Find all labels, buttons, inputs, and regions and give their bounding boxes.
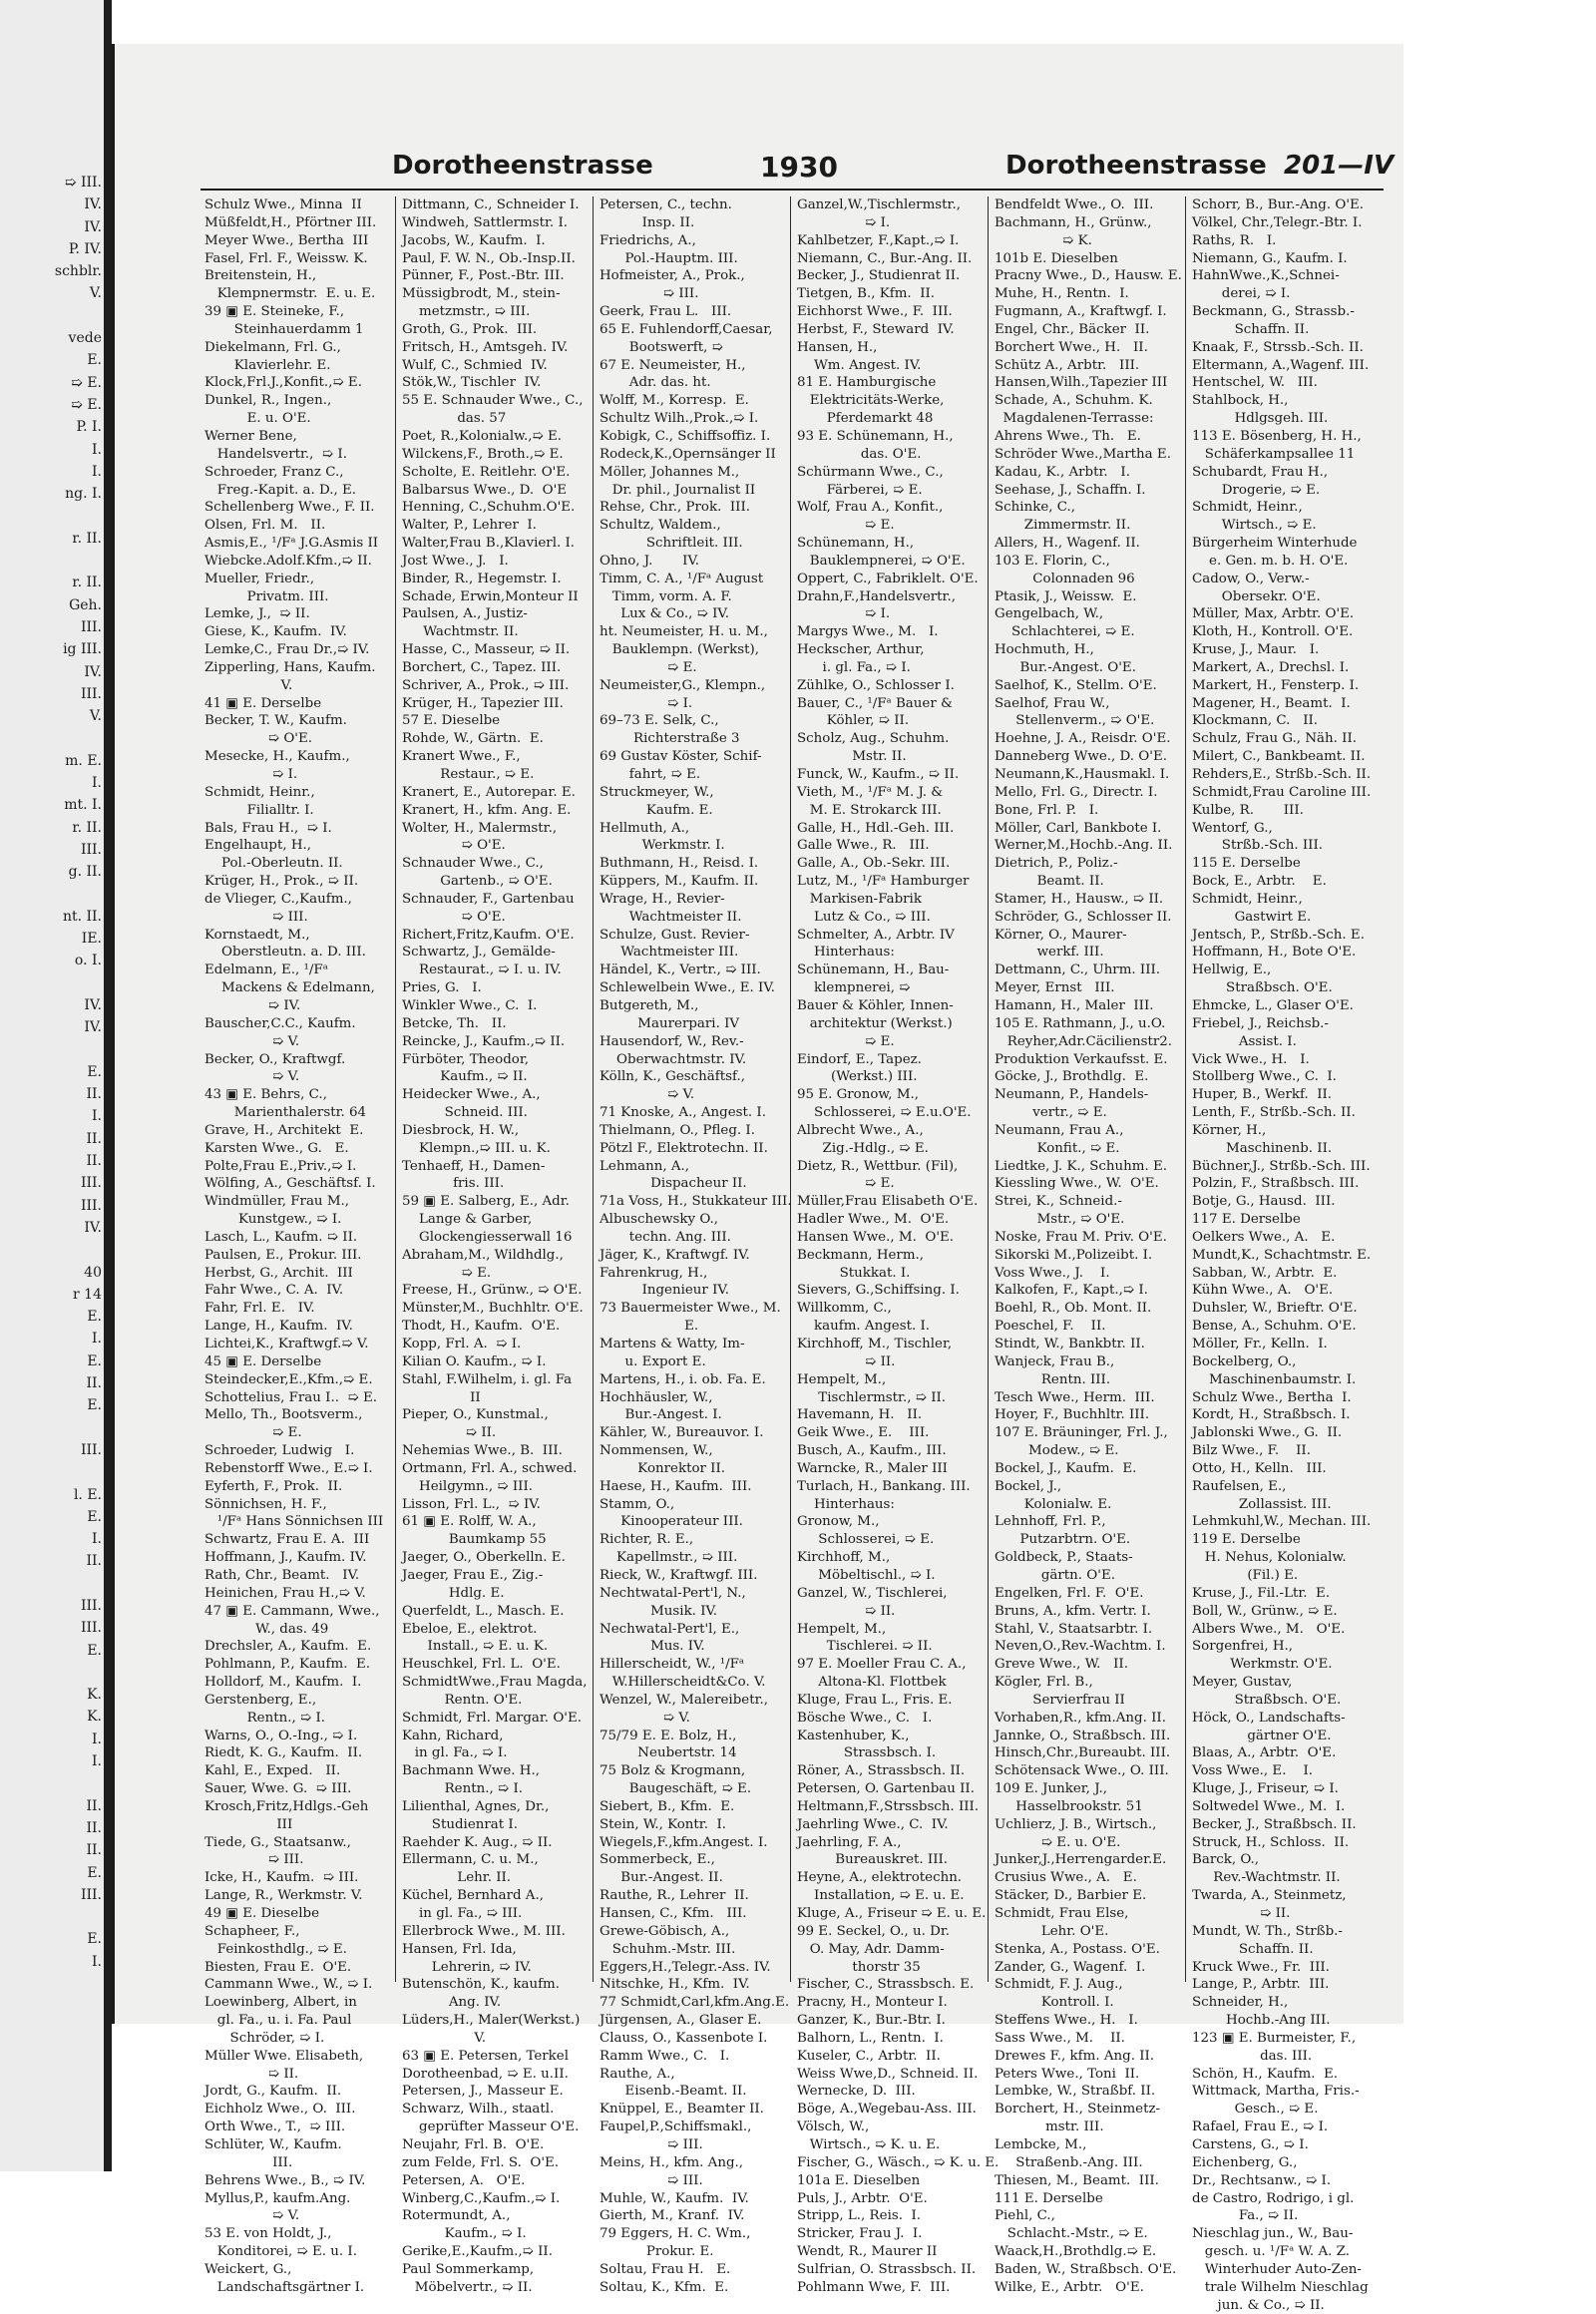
- book-gutter: [104, 0, 112, 2171]
- page-header: [0, 101, 1596, 184]
- header-rule: [200, 189, 1384, 191]
- directory-column-5: Bendfeldt Wwe., O. III. Bachmann, H., Grünw., ➯ K. 101b E. Dieselben Pracny Wwe., D., Hausw. E. Muhe, H., Rentn. I. Fugmann, A., Kraftwgf. I. Engel, Chr., Bäcker II. Borchert Wwe., H. II. Schütz A., Arbtr. III. Hansen,Wilh.,Tapezier III Schade, A., Schuhm. K. Magdalenen-Terrasse: Ahrens Wwe., Th. E. Schröder Wwe.,Martha E. Kadau, K., Arbtr. I. Seehase, J., Schaffn. I. Schinke, C., Zimmermstr. II. Allers, H., Wagenf. II. 103 E. Florin, C., Colonnaden 96 Ptasik, J., Weissw. E. Gengelbach, W., Schlachterei, ➯ E. Hochmuth, H., Bur.-Angest. O'E. Saelhof, K., Stellm. O'E. Saelhof, Frau W., Stellenverm., ➯ O'E. Hoehne, J. A., Reisdr. O'E. Danneberg Wwe., D. O'E. Neumann,K.,Hausmakl. I. Mello, Frl. G., Directr. I. Bone, Frl. P. I. Möller, Carl, Bankbote I. Werner,M.,Hochb.-Ang. II. Dietrich, P., Poliz.- Beamt. II. Stamer, H., Hausw., ➯ II. Schröder, G., Schlosser II. Körner, O., Maurer- werkf. III. Dettmann, C., Uhrm. III. Meyer, Ernst III. Hamann, H., Maler III. 105 E. Rathmann, J., u.O. Reyher,Adr.Cäcilienstr2. Produktion Verkaufsst. E. Göcke, J., Brothdlg. E. Neumann, P., Handels- vertr., ➯ E. Neumann, Frau A., Konfit., ➯ E. Liedtke, J. K., Schuhm. E. Kiessling Wwe., W. O'E. Strei, K., Schneid.- Mstr., ➯ O'E. Noske, Frau M. Priv. O'E. Sikorski M.,Polizeibt. I. Voss Wwe., J. I. Kalkofen, F., Kapt.,➯ I. Boehl, R., Ob. Mont. II. Poeschel, F. II. Stindt, W., Bankbtr. II. Wanjeck, Frau B., Rentn. III. Tesch Wwe., Herm. III. Hoyer, F., Buchhltr. III. 107 E. Bräuninger, Frl. J., Modew., ➯ E. Bockel, J., Kaufm. E. Bockel, J., Kolonialw. E. Lehnhoff, Frl. P., Putzarbtrn. O'E. Goldbeck, P., Staats- gärtn. O'E. Engelken, Frl. F. O'E. Bruns, A., kfm. Vertr. I. Stahl, V., Staatsarbtr. I. Neven,O.,Rev.-Wachtm. I. Greve Wwe., W. II. Kögler, Frl. B., Servierfrau II Vorhaben,R., kfm.Ang. II. Jannke, O., Straßbsch. III. Hinsch,Chr.,Bureaubt. III. Schötensack Wwe., O. III. 109 E. Junker, J., Hasselbrookstr. 51 Uchlierz, J. B., Wirtsch., ➯ E. u. O'E. Junker,J.,Herrengarder.E. Crusius Wwe., A. E. Stäcker, D., Barbier E. Schmidt, Frau Else, Lehr. O'E. Stenka, A., Postass. O'E. Zander, G., Wagenf. I. Schmidt, F. J. Aug., Kontroll. I. Steffens Wwe., H. I. Sass Wwe., M. II. Drewes F., kfm. Ang. II. Peters Wwe., Toni II. Lembke, W., Straßbf. II. Borchert, H., Steinmetz- mstr. III. Lembcke, M., Straßenb.-Ang. III. Thiesen, M., Beamt. III. 111 E. Derselbe Piehl, C., Schlacht.-Mstr., ➯ E. Waack,H.,Brothdlg.➯ E. Baden, W., Straßbsch. O'E. Wilke, E., Arbtr. O'E.: [991, 196, 1186, 1982]
- directory-column-3: Petersen, C., techn. Insp. II. Friedrichs, A., Pol.-Hauptm. III. Hofmeister, A., Prok., ➯ III. Geerk, Frau L. III. 65 E. Fuhlendorff,Caesar, Bootswerft, ➯ 67 E. Neumeister, H., Adr. das. ht. Wolff, M., Korresp. E. Schultz Wilh.,Prok.,➯ I. Kobigk, C., Schiffsoffiz. I. Rodeck,K.,Opernsänger II Möller, Johannes M., Dr. phil., Journalist II Rehse, Chr., Prok. III. Schultz, Waldem., Schriftleit. III. Ohno, J. IV. Timm, C. A., ¹/Fᵃ August Timm, vorm. A. F. Lux & Co., ➯ IV. ht. Neumeister, H. u. M., Bauklempn. (Werkst), ➯ E. Neumeister,G., Klempn., ➯ I. 69–73 E. Selk, C., Richterstraße 3 69 Gustav Köster, Schif- fahrt, ➯ E. Struckmeyer, W., Kaufm. E. Hellmuth, A., Werkmstr. I. Buthmann, H., Reisd. I. Küppers, M., Kaufm. II. Wrage, H., Revier- Wachtmeister II. Schulze, Gust. Revier- Wachtmeister III. Händel, K., Vertr., ➯ III. Schlewelbein Wwe., E. IV. Butgereth, M., Maurerpari. IV Hausendorf, W., Rev.- Oberwachtmstr. IV. Kölln, K., Geschäftsf., ➯ V. 71 Knoske, A., Angest. I. Thielmann, O., Pfleg. I. Pötzl F., Elektrotechn. II. Lehmann, A., Dispacheur II. 71a Voss, H., Stukkateur III. Albuschewsky O., techn. Ang. III. Jäger, K., Kraftwgf. IV. Fahrenkrug, H., Ingenieur IV. 73 Bauermeister Wwe., M. E. Martens & Watty, Im- u. Export E. Martens, H., i. ob. Fa. E. Hochhäusler, W., Bur.-Angest. I. Kähler, W., Bureauvor. I. Nommensen, W., Konrektor II. Haese, H., Kaufm. III. Stamm, O., Kinooperateur III. Richter, R. E., Kapellmstr., ➯ III. Rieck, W., Kraftwgf. III. Nechtwatal-Pert'l, N., Musik. IV. Nechwatal-Pert'l, E., Mus. IV. Hillerscheidt, W., ¹/Fᵃ W.Hillerscheidt&Co. V. Wenzel, W., Malereibetr., ➯ V. 75/79 E. E. Bolz, H., Neubertstr. 14 75 Bolz & Krogmann, Baugeschäft, ➯ E. Siebert, B., Kfm. E. Stein, W., Kontr. I. Wiegels,F.,kfm.Angest. I. Sommerbeck, E., Bur.-Angest. II. Rauthe, R., Lehrer II. Hansen, C., Kfm. III. Grewe-Göbisch, A., Schuhm.-Mstr. III. Eggers,H.,Telegr.-Ass. IV. Nitschke, H., Kfm. IV. 77 Schmidt,Carl,kfm.Ang.E. Jürgensen, A., Glaser E. Clauss, O., Kassenbote I. Ramm Wwe., C. I. Rauthe, A., Eisenb.-Beamt. II. Knüppel, E., Beamter II. Faupel,P.,Schiffsmakl., ➯ III. Meins, H., kfm. Ang., ➯ III. Muhle, W., Kaufm. IV. Gierth, M., Kranf. IV. 79 Eggers, H. C. Wm., Prokur. E. Soltau, Frau H. E. Soltau, K., Kfm. E.: [596, 196, 791, 1982]
- directory-column-6: Schorr, B., Bur.-Ang. O'E. Völkel, Chr.,Telegr.-Btr. I. Raths, R. I. Niemann, G., Kaufm. I. HahnWwe.,K.,Schnei- derei, ➯ I. Beckmann, G., Strassb.- Schaffn. II. Knaak, F., Strssb.-Sch. II. Eltermann, A.,Wagenf. III. Hentschel, W. III. Stahlbock, H., Hdlgsgeh. III. 113 E. Bösenberg, H. H., Schäferkampsallee 11 Schubardt, Frau H., Drogerie, ➯ E. Schmidt, Heinr., Wirtsch., ➯ E. Bürgerheim Winterhude e. Gen. m. b. H. O'E. Cadow, O., Verw.- Obersekr. O'E. Müller, Max, Arbtr. O'E. Kloth, H., Kontroll. O'E. Kruse, J., Maur. I. Markert, A., Drechsl. I. Markert, H., Fensterp. I. Magener, H., Beamt. I. Klockmann, C. II. Schulz, Frau G., Näh. II. Milert, C., Bankbeamt. II. Rehders,E., Strßb.-Sch. II. Schmidt,Frau Caroline III. Kulbe, R. III. Wentorf, G., Strßb.-Sch. III. 115 E. Derselbe Bock, E., Arbtr. E. Schmidt, Heinr., Gastwirt E. Jentsch, P., Strßb.-Sch. E. Hoffmann, H., Bote O'E. Hellwig, E., Straßbsch. O'E. Ehmcke, L., Glaser O'E. Friebel, J., Reichsb.- Assist. I. Vick Wwe., H. I. Stollberg Wwe., C. I. Huper, B., Werkf. II. Lenth, F., Strßb.-Sch. II. Körner, H., Maschinenb. II. Büchner,J., Strßb.-Sch. III. Polzin, F., Straßbsch. III. Botje, G., Hausd. III. 117 E. Derselbe Oelkers Wwe., A. E. Mundt,K., Schachtmstr. E. Sabban, W., Arbtr. E. Kühn Wwe., A. O'E. Duhsler, W., Brieftr. O'E. Bense, A., Schuhm. O'E. Möller, Fr., Kelln. I. Bockelberg, O., Maschinenbaumstr. I. Schulz Wwe., Bertha I. Kordt, H., Straßbsch. I. Jablonski Wwe., G. II. Bilz Wwe., F. II. Otto, H., Kelln. III. Raufelsen, E., Zollassist. III. Lehmkuhl,W., Mechan. III. 119 E. Derselbe H. Nehus, Kolonialw. (Fil.) E. Kruse, J., Fil.-Ltr. E. Boll, W., Grünw., ➯ E. Albers Wwe., M. O'E. Sorgenfrei, H., Werkmstr. O'E. Meyer, Gustav, Straßbsch. O'E. Höck, O., Landschafts- gärtner O'E. Blaas, A., Arbtr. O'E. Voss Wwe., E. I. Kluge, J., Friseur, ➯ I. Soltwedel Wwe., M. I. Becker, J., Straßbsch. II. Struck, H., Schloss. II. Barck, O., Rev.-Wachtmstr. II. Twarda, A., Steinmetz, ➯ II. Mundt, W. Th., Strßb.- Schaffn. II. Kruck Wwe., Fr. III. Lange, P., Arbtr. III. Schneider, H., Hochb.-Ang III. 123 ▣ E. Burmeister, F., das. III. Schön, H., Kaufm. E. Wittmack, Martha, Fris.- Gesch., ➯ E. Rafael, Frau E., ➯ I. Carstens, G., ➯ I. Eichenberg, G., Dr., Rechtsanw., ➯ I. de Castro, Rodrigo, i gl. Fa., ➯ II. Nieschlag jun., W., Bau- gesch. u. ¹/Fᵃ W. A. Z. Winterhuder Auto-Zen- trale Wilhelm Nieschlag jun. & Co., ➯ II.: [1192, 197, 1372, 2313]
- scan-margin: [1403, 44, 1596, 2024]
- header-year: 1930: [760, 151, 838, 184]
- header-right-street: Dorotheenstrasse: [1005, 151, 1267, 181]
- header-page-number: 201—IV: [1284, 151, 1395, 181]
- previous-page-text: ➯ III. IV. IV. P. IV. schblr. V. vede E. ➯ E. ➯ E. P. I. I. I. ng. I. r. II. r. II. Geh. III. ig III. IV. III. V. m. E. I. mt. I. r. II. III. g. II. nt. II. IE. o. I. IV. IV. E. II. I. II. II. III. III. IV. 40 r 14 E. I. E. II. E. III. l. E. E. I. II. III. III. E. K. K. I. I. II. II. II. E. III. E. I.: [54, 175, 102, 1970]
- previous-page-fragment: [0, 0, 112, 2171]
- directory-columns: [200, 196, 1384, 2313]
- directory-column-2: Dittmann, C., Schneider I. Windweh, Sattlermstr. I. Jacobs, W., Kaufm. I. Paul, F. W. N., Ob.-Insp.II. Pünner, F., Post.-Btr. III. Müssigbrodt, M., stein- metzmstr., ➯ III. Groth, G., Prok. III. Fritsch, H., Amtsgeh. IV. Wulf, C., Schmied IV. Stök,W., Tischler IV. 55 E. Schnauder Wwe., C., das. 57 Poet, R.,Kolonialw.,➯ E. Wilckens,F., Broth.,➯ E. Scholte, E. Reitlehr. O'E. Balbarsus Wwe., D. O'E Henning, C.,Schuhm.O'E. Walter, P., Lehrer I. Walter,Frau B.,Klavierl. I. Jost Wwe., J. I. Binder, R., Hegemstr. I. Schade, Erwin,Monteur II Paulsen, A., Justiz- Wachtmstr. II. Hasse, C., Masseur, ➯ II. Borchert, C., Tapez. III. Schriver, A., Prok., ➯ III. Krüger, H., Tapezier III. 57 E. Dieselbe Rohde, W., Gärtn. E. Kranert Wwe., F., Restaur., ➯ E. Kranert, E., Autorepar. E. Kranert, H., kfm. Ang. E. Wolter, H., Malermstr., ➯ O'E. Schnauder Wwe., C., Gartenb., ➯ O'E. Schnauder, F., Gartenbau ➯ O'E. Richert,Fritz,Kaufm. O'E. Schwartz, J., Gemälde- Restaurat., ➯ I. u. IV. Pries, G. I. Winkler Wwe., C. I. Betcke, Th. II. Reincke, J., Kaufm.,➯ II. Fürböter, Theodor, Kaufm., ➯ II. Heidecker Wwe., A., Schneid. III. Diesbrock, H. W., Klempn.,➯ III. u. K. Tenhaeff, H., Damen- fris. III. 59 ▣ E. Salberg, E., Adr. Lange & Garber, Glockengiesserwall 16 Abraham,M., Wildhdlg., ➯ E. Freese, H., Grünw., ➯ O'E. Münster,M., Buchhltr. O'E. Thodt, H., Kaufm. O'E. Kopp, Frl. A. ➯ I. Kilian O. Kaufm., ➯ I. Stahl, F.Wilhelm, i. gl. Fa II Pieper, O., Kunstmal., ➯ II. Nehemias Wwe., B. III. Ortmann, Frl. A., schwed. Heilgymn., ➯ III. Lisson, Frl. L., ➯ IV. 61 ▣ E. Rolff, W. A., Baumkamp 55 Jaeger, O., Oberkelln. E. Jaeger, Frau E., Zig.- Hdlg. E. Querfeldt, L., Masch. E. Ebeloe, E., elektrot. Install., ➯ E. u. K. Heuschkel, Frl. L. O'E. SchmidtWwe.,Frau Magda, Rentn. O'E. Schmidt, Frl. Margar. O'E. Kahn, Richard, in gl. Fa., ➯ I. Bachmann Wwe. H., Rentn., ➯ I. Lilienthal, Agnes, Dr., Studienrat I. Raehder K. Aug., ➯ II. Ellermann, C. u. M., Lehr. II. Küchel, Bernhard A., in gl. Fa., ➯ III. Ellerbrock Wwe., M. III. Hansen, Frl. Ida, Lehrerin, ➯ IV. Butenschön, K., kaufm. Ang. IV. Lüders,H., Maler(Werkst.) V. 63 ▣ E. Petersen, Terkel Dorotheenbad, ➯ E. u.II. Petersen, J., Masseur E. Schwarz, Wilh., staatl. geprüfter Masseur O'E. Neujahr, Frl. B. O'E. zum Felde, Frl. S. O'E. Petersen, A. O'E. Winberg,C.,Kaufm.,➯ I. Rotermundt, A., Kaufm., ➯ I. Gerike,E.,Kaufm.,➯ II. Paul Sommerkamp, Möbelvertr., ➯ II.: [398, 196, 594, 1982]
- directory-column-4: Ganzel,W.,Tischlermstr., ➯ I. Kahlbetzer, F.,Kapt.,➯ I. Niemann, C., Bur.-Ang. II. Becker, J., Studienrat II. Tietgen, B., Kfm. II. Eichhorst Wwe., F. III. Herbst, F., Steward IV. Hansen, H., Wm. Angest. IV. 81 E. Hamburgische Elektricitäts-Werke, Pferdemarkt 48 93 E. Schünemann, H., das. O'E. Schürmann Wwe., C., Färberei, ➯ E. Wolf, Frau A., Konfit., ➯ E. Schünemann, H., Bauklempnerei, ➯ O'E. Oppert, C., Fabriklelt. O'E. Drahn,F.,Handelsvertr., ➯ I. Margys Wwe., M. I. Heckscher, Arthur, i. gl. Fa., ➯ I. Zühlke, O., Schlosser I. Bauer, C., ¹/Fᵃ Bauer & Köhler, ➯ II. Scholz, Aug., Schuhm. Mstr. II. Funck, W., Kaufm., ➯ II. Vieth, M., ¹/Fᵃ M. J. & M. E. Strokarck III. Galle, H., Hdl.-Geh. III. Galle Wwe., R. III. Galle, A., Ob.-Sekr. III. Lutz, M., ¹/Fᵃ Hamburger Markisen-Fabrik Lutz & Co., ➯ III. Schmelter, A., Arbtr. IV Hinterhaus: Schünemann, H., Bau- klempnerei, ➯ Bauer & Köhler, Innen- architektur (Werkst.) ➯ E. Eindorf, E., Tapez. (Werkst.) III. 95 E. Gronow, M., Schlosserei, ➯ E.u.O'E. Albrecht Wwe., A., Zig.-Hdlg., ➯ E. Dietz, R., Wettbur. (Fil), ➯ E. Müller,Frau Elisabeth O'E. Hadler Wwe., M. O'E. Hansen Wwe., M. O'E. Beckmann, Herm., Stukkat. I. Sievers, G.,Schiffsing. I. Willkomm, C., kaufm. Angest. I. Kirchhoff, M., Tischler, ➯ II. Hempelt, M., Tischlermstr., ➯ II. Havemann, H. II. Geik Wwe., E. III. Busch, A., Kaufm., III. Warncke, R., Maler III Turlach, H., Bankang. III. Hinterhaus: Gronow, M., Schlosserei, ➯ E. Kirchhoff, M., Möbeltischl., ➯ I. Ganzel, W., Tischlerei, ➯ II. Hempelt, M., Tischlerei. ➯ II. 97 E. Moeller Frau C. A., Altona-Kl. Flottbek Kluge, Frau L., Fris. E. Bösche Wwe., C. I. Kastenhuber, K., Strassbsch. I. Röner, A., Strassbsch. II. Petersen, O. Gartenbau II. Heltmann,F.,Strssbsch. III. Jaehrling Wwe., C. IV. Jaehrling, F. A., Bureauskret. III. Heyne, A., elektrotechn. Installation, ➯ E. u. E. Kluge, A., Friseur ➯ E. u. E. 99 E. Seckel, O., u. Dr. O. May, Adr. Damm- thorstr 35 Fischer, C., Strassbsch. E. Pracny, H., Monteur I. Ganzer, K., Bur.-Btr. I. Balhorn, L., Rentn. I. Kuseler, C., Arbtr. II. Weiss Wwe,D., Schneid. II. Wernecke, D. III. Böge, A.,Wegebau-Ass. III. Völsch, W., Wirtsch., ➯ K. u. E. Fischer, G., Wäsch., ➯ K. u. E. 101a E. Dieselben Puls, J., Arbtr. O'E. Stripp, L., Reis. I. Stricker, Frau J. I. Wendt, R., Maurer II Sulfrian, O. Strassbsch. II. Pohlmann Wwe, F. III.: [793, 196, 989, 1982]
- header-left-street: Dorotheenstrasse: [392, 151, 653, 181]
- directory-column-1: Schulz Wwe., Minna II Müßfeldt,H., Pförtner III. Meyer Wwe., Bertha III Fasel, Frl. F., Weissw. K. Breitenstein, H., Klempnermstr. E. u. E. 39 ▣ E. Steineke, F., Steinhauerdamm 1 Diekelmann, Frl. G., Klavierlehr. E. Klock,Frl.J.,Konfit.,➯ E. Dunkel, R., Ingen., E. u. O'E. Werner Bene, Handelsvertr., ➯ I. Schroeder, Franz C., Freg.-Kapit. a. D., E. Schellenberg Wwe., F. II. Olsen, Frl. M. II. Asmis,E., ¹/Fᵃ J.G.Asmis II Wiebcke.Adolf.Kfm.,➯ II. Mueller, Friedr., Privatm. III. Lemke, J., ➯ II. Giese, K., Kaufm. IV. Lemke,C., Frau Dr.,➯ IV. Zipperling, Hans, Kaufm. V. 41 ▣ E. Derselbe Becker, T. W., Kaufm. ➯ O'E. Mesecke, H., Kaufm., ➯ I. Schmidt, Heinr., Filialltr. I. Bals, Frau H., ➯ I. Engelhaupt, H., Pol.-Oberleutn. II. Krüger, H., Prok., ➯ II. de Vlieger, C.,Kaufm., ➯ III. Kornstaedt, M., Oberstleutn. a. D. III. Edelmann, E., ¹/Fᵃ Mackens & Edelmann, ➯ IV. Bauscher,C.C., Kaufm. ➯ V. Becker, O., Kraftwgf. ➯ V. 43 ▣ E. Behrs, C., Marienthalerstr. 64 Grave, H., Architekt E. Karsten Wwe., G. E. Polte,Frau E.,Priv.,➯ I. Wölfing, A., Geschäftsf. I. Windmüller, Frau M., Kunstgew., ➯ I. Lasch, L., Kaufm. ➯ II. Paulsen, E., Prokur. III. Herbst, G., Archit. III Fahr Wwe., C. A. IV. Fahr, Frl. E. IV. Lange, H., Kaufm. IV. Lichtei,K., Kraftwgf.➯ V. 45 ▣ E. Derselbe Steindecker,E.,Kfm.,➯ E. Schottelius, Frau I.. ➯ E. Mello, Th., Bootsverm., ➯ E. Schroeder, Ludwig I. Rebenstorff Wwe., E.➯ I. Eyferth, F., Prok. II. Sönnichsen, H. F., ¹/Fᵃ Hans Sönnichsen III Schwartz, Frau E. A. III Hoffmann, J., Kaufm. IV. Rath, Chr., Beamt. IV. Heinichen, Frau H.,➯ V. 47 ▣ E. Cammann, Wwe., W., das. 49 Drechsler, A., Kaufm. E. Pohlmann, P., Kaufm. E. Holldorf, M., Kaufm. I. Gerstenberg, E., Rentn., ➯ I. Warns, O., O.-Ing., ➯ I. Riedt, K. G., Kaufm. II. Kahl, E., Exped. II. Sauer, Wwe. G. ➯ III. Krosch,Fritz,Hdlgs.-Geh III Tiede, G., Staatsanw., ➯ III. Icke, H., Kaufm. ➯ III. Lange, R., Werkmstr. V. 49 ▣ E. Dieselbe Schapheer, F., Feinkosthdlg., ➯ E. Biesten, Frau E. O'E. Cammann Wwe., W., ➯ I. Loewinberg, Albert, in gl. Fa., u. i. Fa. Paul Schröder, ➯ I. Müller Wwe. Elisabeth, ➯ II. Jordt, G., Kaufm. II. Eichholz Wwe., O. III. Orth Wwe., T., ➯ III. Schlüter, W., Kaufm. III. Behrens Wwe., B., ➯ IV. Myllus,P., kaufm.Ang. ➯ V. 53 E. von Holdt, J., Konditorei, ➯ E. u. I. Weickert, G., Landschaftsgärtner I.: [200, 196, 396, 1982]
